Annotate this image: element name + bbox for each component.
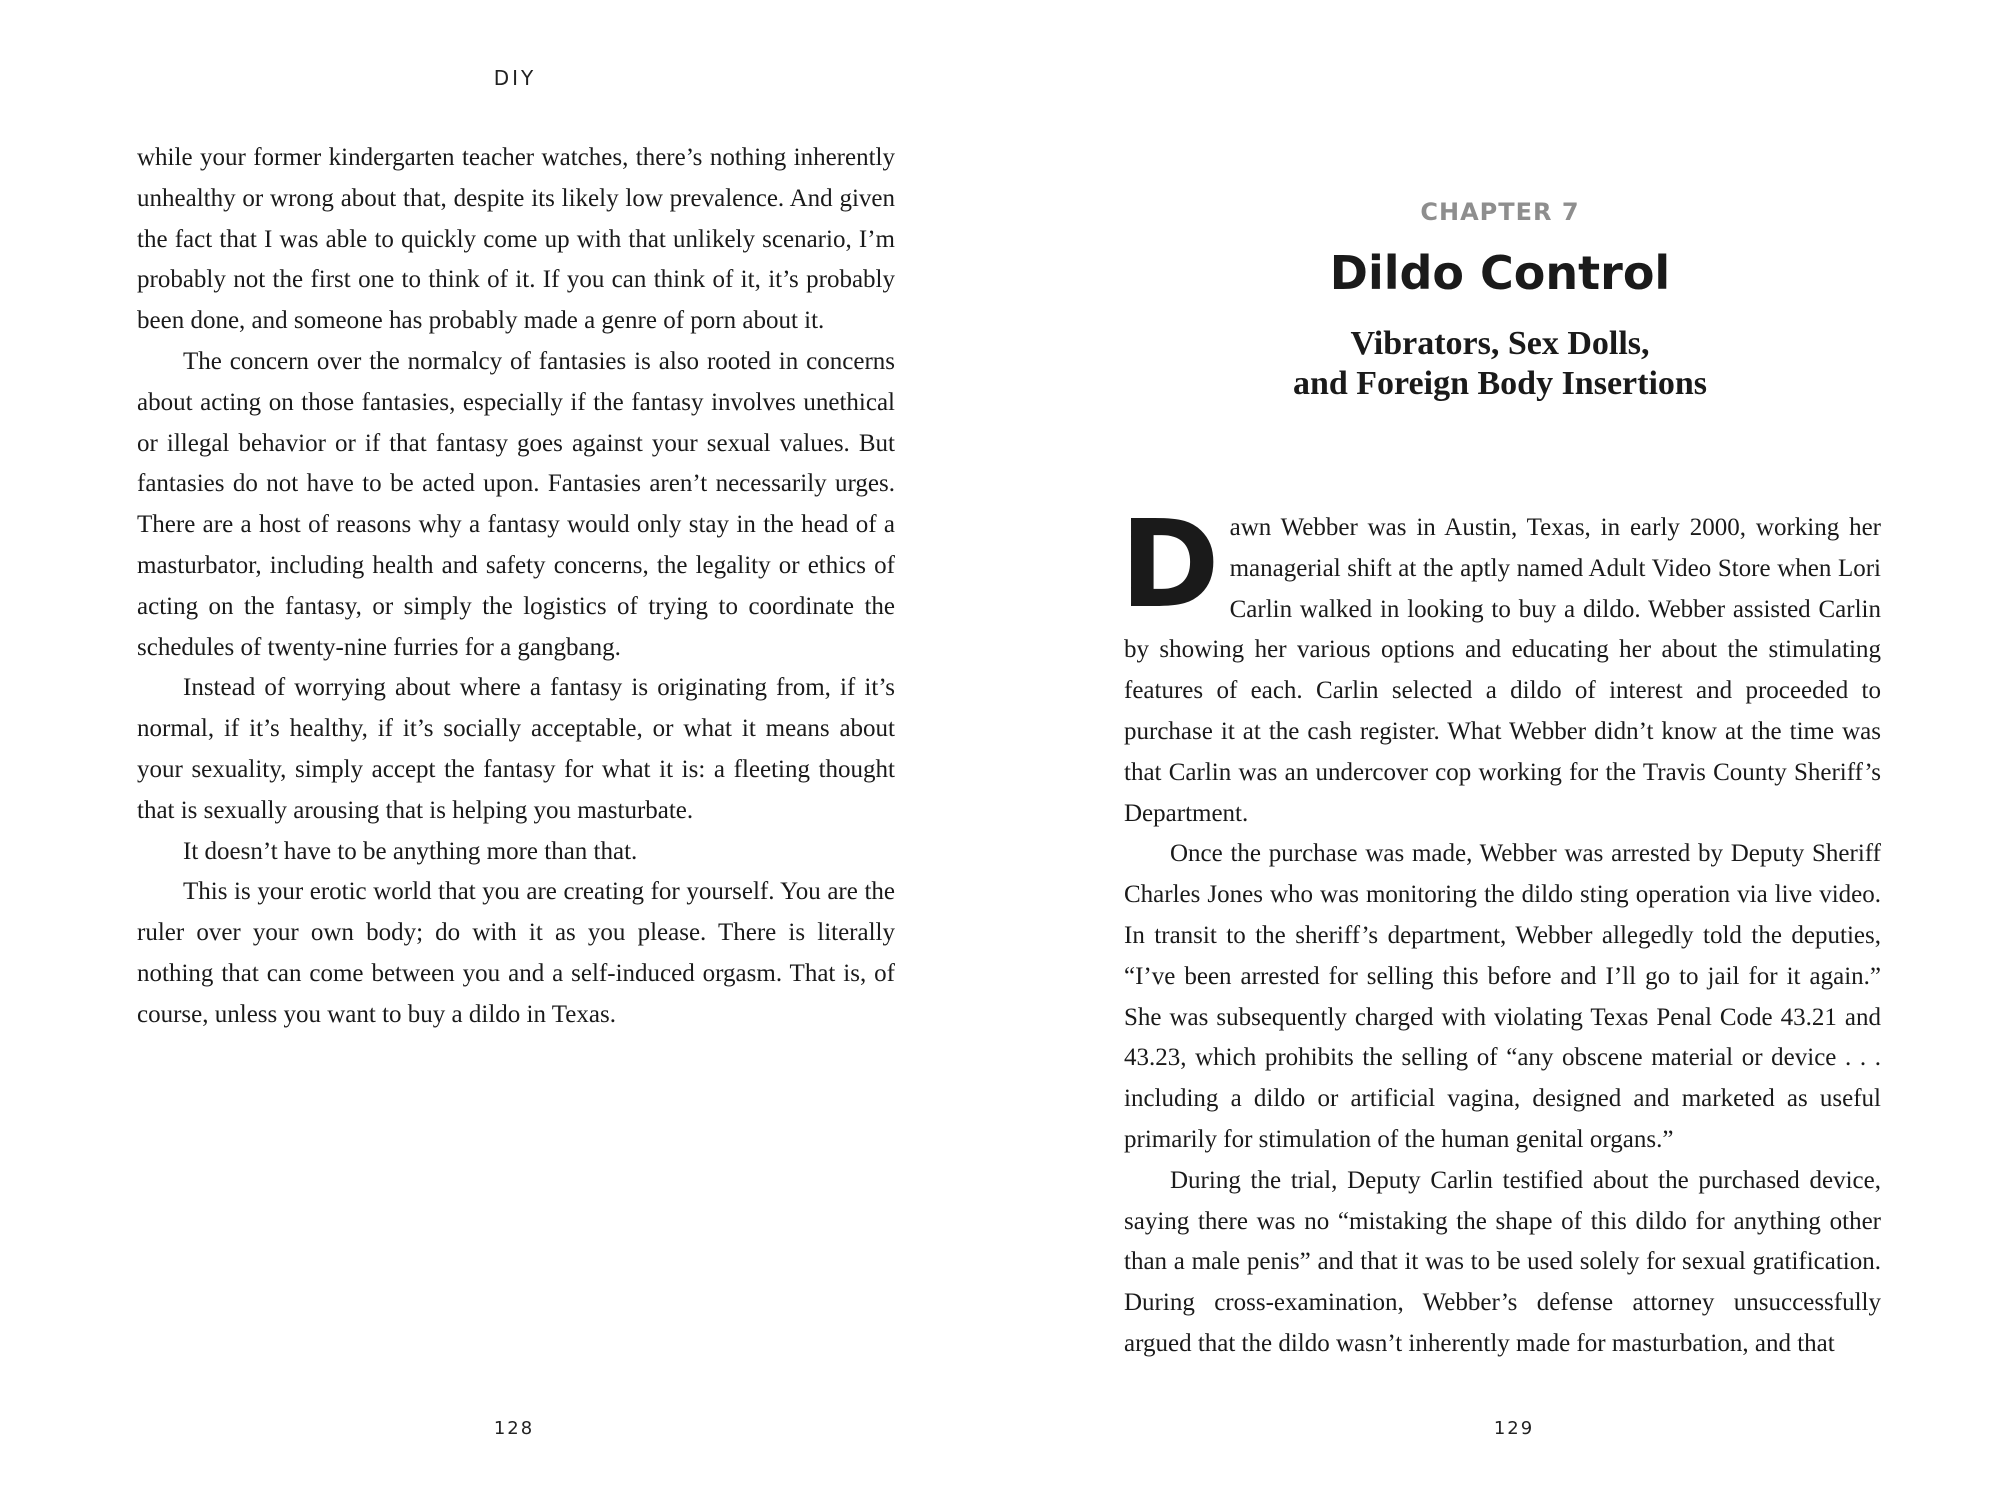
right-page-body — [1120, 496, 1881, 1365]
paragraph: This is your erotic world that you are creating for yourself. You are the ruler over your own body; do with it as you please. There is literally nothing that can come between you and a self-induced orgasm. That is, of course, unless you want to buy a dildo in Texas. — [137, 878, 895, 1028]
opening-paragraph — [1120, 496, 1881, 834]
left-page-body — [137, 138, 895, 1036]
right-page — [1000, 0, 2000, 1500]
page-number: 129 — [1493, 1418, 1535, 1439]
chapter-label: CHAPTER 7 — [1420, 198, 1580, 226]
subtitle-line: Vibrators, Sex Dolls, — [1350, 325, 1650, 362]
opening-paragraph-text: awn Webber was in Austin, Texas, in early 2000, working her managerial shift at the aptly named Adult Video Store when Lori Carlin walked in looking to buy a dildo. Webber assisted Carlin by showing her various options and educating her about the stimulating features of each. Carlin selected a dildo of interest and proceeded to purchase it at the cash register. What Webber didn’t know at the time was that Carlin was an undercover cop working for the Travis County Sheriff’s Department. — [1124, 514, 1881, 827]
paragraph: The concern over the normalcy of fantasies is also rooted in concerns about acting on those fantasies, especially if the fantasy involves unethical or illegal behavior or if that fantasy goes against your sexual values. But fantasies do not have to be acted upon. Fantasies aren’t necessarily urges. There are a host of reasons why a fantasy would only stay in the head of a masturbator, including health and safety concerns, the legality or ethics of acting on the fantasy, or simply the logistics of trying to coordinate the schedules of twenty-nine furries for a gangbang. — [137, 347, 895, 661]
paragraph: while your former kindergarten teacher watches, there’s nothing inherently unhealthy or wrong about that, despite its likely low prevalence. And given the fact that I was able to quickly come up with that unlikely scenario, I’m probably not the first one to think of it. If you can think of it, it’s probably been done, and someone has probably made a genre of porn about it. — [137, 144, 895, 335]
subtitle-line: and Foreign Body Insertions — [1292, 365, 1708, 402]
paragraph: During the trial, Deputy Carlin testified about the purchased device, saying there was no “mistaking the shape of this dildo for anything other than a male penis” and that it was to be used solely for sexual gratification. During cross-examination, Webber’s defense attorney unsuccessfully argued that the dildo wasn’t inherently made for masturbation, and that — [1124, 1166, 1881, 1357]
page-number: 128 — [493, 1418, 535, 1439]
running-head: DIY — [493, 66, 537, 90]
paragraph: Instead of worrying about where a fantasy is originating from, if it’s normal, if it’s healthy, if it’s socially acceptable, or what it means about your sexuality, simply accept the fantasy for what it is: a fleeting thought that is sexually arousing that is helping you masturbate. — [137, 674, 895, 824]
chapter-title: Dildo Control — [1329, 246, 1671, 300]
paragraph: Once the purchase was made, Webber was arrested by Deputy Sheriff Charles Jones who was monitoring the dildo sting operation via live video. In transit to the sheriff’s department, Webber allegedly told the deputies, “I’ve been arrested for selling this before and I’ll go to jail for it again.” She was subsequently charged with violating Texas Penal Code 43.21 and 43.23, which prohibits the selling of “any obscene material or device . . . including a dildo or artificial vagina, designed and marketed as useful primarily for stimulation of the human genital organs.” — [1124, 840, 1881, 1153]
chapter-subtitle — [1000, 324, 2000, 404]
drop-cap: D — [1120, 496, 1220, 635]
paragraph: It doesn’t have to be anything more than that. — [183, 837, 638, 865]
